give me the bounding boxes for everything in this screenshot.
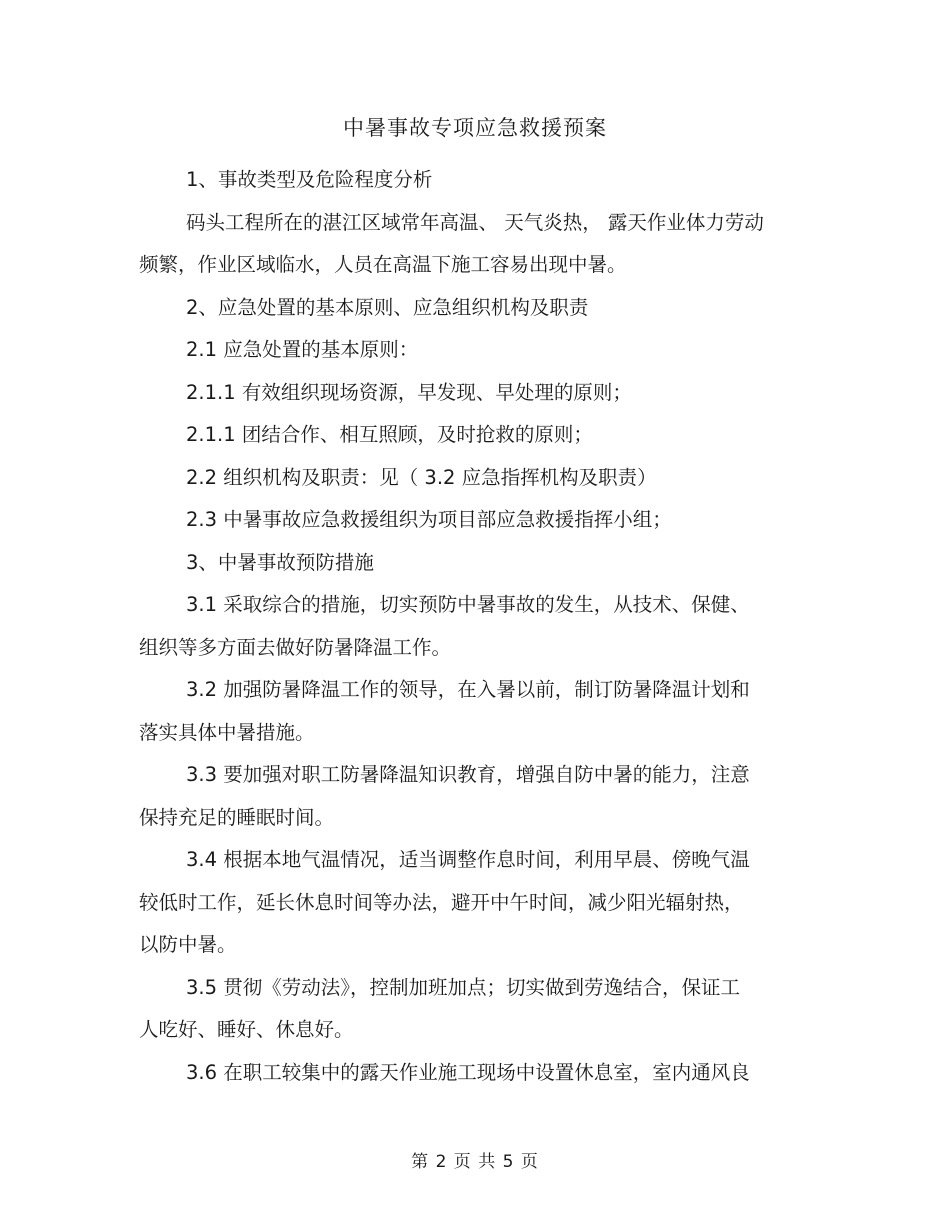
paragraph	[139, 329, 819, 372]
paragraph-line: 人吃好、睡好、休息好。	[139, 1018, 354, 1041]
paragraph-line: 频繁，作业区域临水，人员在高温下施工容易出现中暑。	[139, 253, 627, 276]
paragraph	[139, 584, 819, 669]
paragraph-line: 3.1 采取综合的措施，切实预防中暑事故的发生，从技术、保健、	[186, 593, 750, 616]
paragraph-line: 3.6 在职工较集中的露天作业施工现场中设置休息室，室内通风良	[186, 1060, 750, 1084]
paragraph	[139, 202, 819, 287]
page-number-footer: 第 2 页 共 5 页	[411, 1152, 539, 1172]
paragraph	[139, 372, 819, 415]
paragraph-line: 较低时工作，延长休息时间等办法，避开中午时间，减少阳光辐射热，	[139, 890, 744, 914]
paragraph-line: 2.3 中暑事故应急救援组织为项目部应急救援指挥小组；	[186, 508, 672, 531]
paragraph	[139, 754, 819, 839]
paragraph	[139, 1052, 819, 1095]
paragraph-line: 2.1.1 团结合作、相互照顾，及时抢救的原则；	[186, 423, 593, 446]
paragraph-line: 码头工程所在的湛江区域常年高温、 天气炎热， 露天作业体力劳动	[186, 210, 764, 234]
paragraph	[139, 287, 819, 330]
paragraph-line: 3.3 要加强对职工防暑降温知识教育，增强自防中暑的能力，注意	[186, 763, 750, 786]
paragraph-line: 3.2 加强防暑降温工作的领导，在入暑以前，制订防暑降温计划和	[186, 678, 750, 701]
paragraph-line: 以防中暑。	[139, 933, 237, 956]
paragraph-line: 落实具体中暑措施。	[139, 720, 315, 744]
paragraph-line: 2.2 组织机构及职责：见（ 3.2 应急指挥机构及职责）	[186, 465, 657, 489]
paragraph	[139, 457, 819, 500]
paragraph	[139, 414, 819, 457]
paragraph	[139, 499, 819, 542]
paragraph	[139, 839, 819, 967]
paragraph-line: 1、事故类型及危险程度分析	[186, 168, 433, 191]
paragraph	[139, 669, 819, 754]
paragraph-line: 3.5 贯彻《劳动法》，控制加班加点；切实做到劳逸结合，保证工	[186, 975, 740, 999]
paragraph-line: 2.1 应急处置的基本原则：	[186, 338, 419, 361]
paragraph-line: 3.4 根据本地气温情况，适当调整作息时间，利用早晨、傍晚气温	[186, 848, 750, 871]
paragraph	[139, 542, 819, 585]
paragraph	[139, 159, 819, 202]
paragraph-line: 保持充足的睡眠时间。	[139, 805, 335, 829]
paragraph-line: 2.1.1 有效组织现场资源，早发现、早处理的原则；	[186, 380, 632, 404]
paragraph-line: 2、应急处置的基本原则、应急组织机构及职责	[186, 295, 589, 319]
paragraph	[139, 967, 819, 1052]
document-title: 中暑事故专项应急救援预案	[343, 116, 607, 140]
paragraph-line: 3、中暑事故预防措施	[186, 550, 374, 574]
document-body	[139, 159, 819, 1094]
paragraph-line: 组织等多方面去做好防暑降温工作。	[139, 635, 452, 659]
